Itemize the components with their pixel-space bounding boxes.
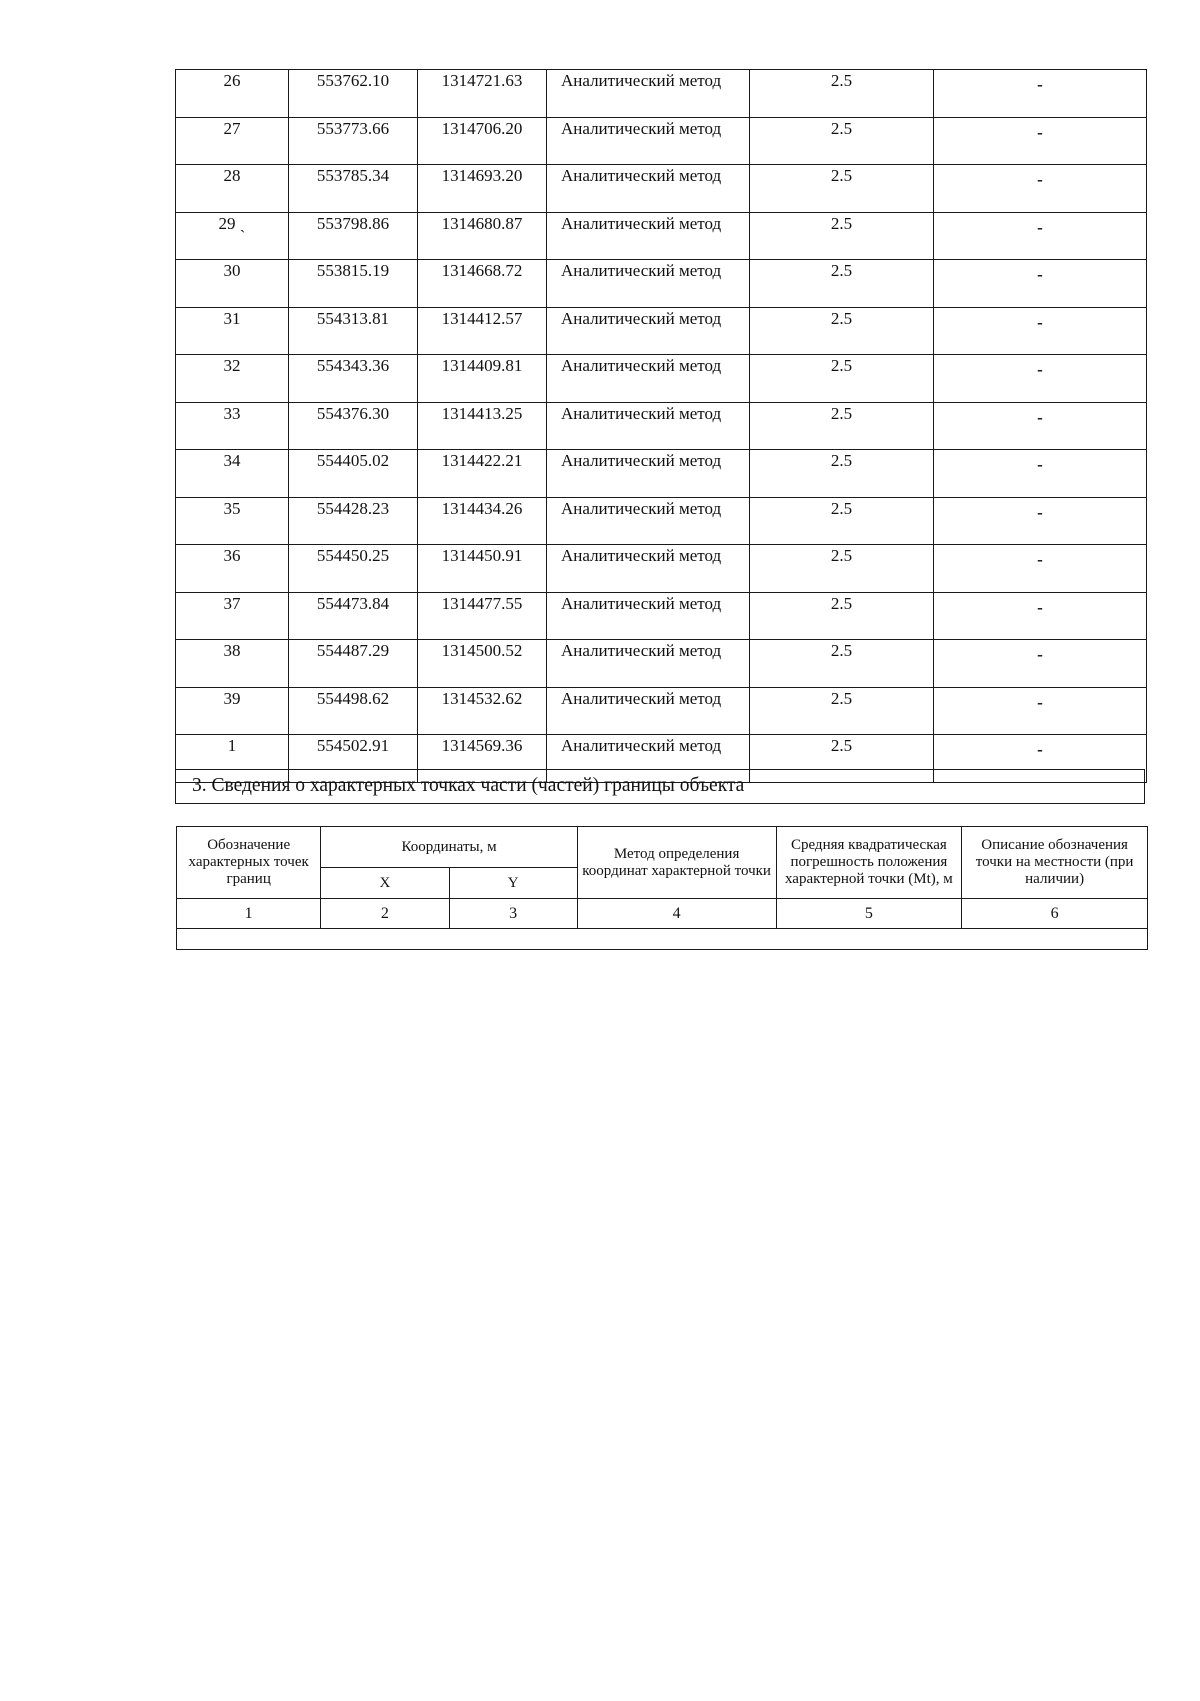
description-text: -	[1037, 740, 1043, 759]
part-boundary-points-table	[176, 826, 1148, 950]
description-text: -	[1037, 217, 1043, 237]
coord-y-cell: 1314693.20	[418, 165, 547, 213]
coord-x-cell: 554343.36	[289, 355, 418, 403]
point-number-cell: 28	[176, 165, 289, 213]
method-cell: Аналитический метод	[547, 545, 750, 593]
accuracy-cell: 2.5	[750, 497, 934, 545]
point-number-cell: 36	[176, 545, 289, 593]
description-cell	[934, 212, 1147, 260]
accuracy-cell: 2.5	[750, 117, 934, 165]
header-y: Y	[449, 868, 577, 899]
coord-x-cell: 553773.66	[289, 117, 418, 165]
table-row	[176, 592, 1147, 640]
column-number-1: 1	[177, 899, 321, 929]
coord-y-cell: 1314721.63	[418, 70, 547, 118]
table-row	[176, 640, 1147, 688]
point-number-cell: 33	[176, 402, 289, 450]
accuracy-cell: 2.5	[750, 592, 934, 640]
point-number-cell: 29 ˎ	[176, 212, 289, 260]
description-text: -	[1037, 597, 1043, 617]
coord-y-cell: 1314413.25	[418, 402, 547, 450]
coord-x-cell: 553762.10	[289, 70, 418, 118]
coord-x-cell: 553798.86	[289, 212, 418, 260]
column-number-2: 2	[321, 899, 449, 929]
accuracy-cell: 2.5	[750, 165, 934, 213]
column-number-3: 3	[449, 899, 577, 929]
coord-x-cell: 554313.81	[289, 307, 418, 355]
description-text: -	[1037, 170, 1043, 189]
description-cell	[934, 165, 1147, 213]
accuracy-cell: 2.5	[750, 355, 934, 403]
description-text: -	[1037, 407, 1043, 427]
point-number-cell: 37	[176, 592, 289, 640]
coord-x-cell: 554405.02	[289, 450, 418, 498]
coord-x-cell: 554473.84	[289, 592, 418, 640]
header-method: Метод определения координат характерной точки	[577, 827, 776, 899]
section-3-title-text: 3. Сведения о характерных точках части (частей) границы объекта	[192, 775, 745, 796]
method-cell: Аналитический метод	[547, 640, 750, 688]
method-cell: Аналитический метод	[547, 687, 750, 735]
method-cell: Аналитический метод	[547, 402, 750, 450]
point-number-cell: 39	[176, 687, 289, 735]
description-cell	[934, 545, 1147, 593]
method-cell: Аналитический метод	[547, 355, 750, 403]
description-cell	[934, 402, 1147, 450]
boundary-points-table	[175, 69, 1147, 783]
boundary-points-body	[176, 70, 1147, 783]
point-number-cell: 27	[176, 117, 289, 165]
coord-y-cell: 1314668.72	[418, 260, 547, 308]
accuracy-cell: 2.5	[750, 70, 934, 118]
description-cell	[934, 687, 1147, 735]
table-row	[176, 307, 1147, 355]
method-cell: Аналитический метод	[547, 497, 750, 545]
table-row	[176, 497, 1147, 545]
method-cell: Аналитический метод	[547, 450, 750, 498]
description-cell	[934, 450, 1147, 498]
point-number-cell: 1	[176, 735, 289, 783]
point-number-cell: 34	[176, 450, 289, 498]
header-accuracy: Средняя квадратическая погрешность положения характерной точки (Mt), м	[776, 827, 962, 899]
coord-x-cell: 554376.30	[289, 402, 418, 450]
table-row	[176, 260, 1147, 308]
method-cell: Аналитический метод	[547, 307, 750, 355]
description-text: -	[1037, 455, 1043, 474]
coord-x-cell: 553815.19	[289, 260, 418, 308]
description-text: -	[1037, 312, 1043, 332]
table-row	[176, 117, 1147, 165]
point-number-cell: 31	[176, 307, 289, 355]
description-cell	[934, 260, 1147, 308]
empty-data-row	[177, 929, 1148, 950]
coord-y-cell: 1314706.20	[418, 117, 547, 165]
coord-y-cell: 1314412.57	[418, 307, 547, 355]
table-row	[176, 212, 1147, 260]
accuracy-cell: 2.5	[750, 307, 934, 355]
description-text: -	[1037, 360, 1043, 379]
method-cell: Аналитический метод	[547, 592, 750, 640]
accuracy-cell: 2.5	[750, 640, 934, 688]
table-row	[176, 165, 1147, 213]
coord-y-cell: 1314500.52	[418, 640, 547, 688]
table-row	[176, 687, 1147, 735]
table-row	[176, 70, 1147, 118]
description-text: -	[1037, 692, 1043, 712]
method-cell: Аналитический метод	[547, 165, 750, 213]
coord-x-cell: 554428.23	[289, 497, 418, 545]
column-number-4: 4	[577, 899, 776, 929]
description-text: -	[1037, 75, 1043, 94]
method-cell: Аналитический метод	[547, 260, 750, 308]
header-description: Описание обозначения точки на местности (при наличии)	[962, 827, 1148, 899]
accuracy-cell: 2.5	[750, 260, 934, 308]
coord-x-cell: 554502.91	[289, 735, 418, 783]
coord-y-cell: 1314434.26	[418, 497, 547, 545]
section-3-title	[175, 769, 1145, 804]
accuracy-cell: 2.5	[750, 545, 934, 593]
coord-y-cell: 1314409.81	[418, 355, 547, 403]
coord-y-cell: 1314422.21	[418, 450, 547, 498]
table-row	[176, 545, 1147, 593]
method-cell: Аналитический метод	[547, 70, 750, 118]
coord-y-cell: 1314532.62	[418, 687, 547, 735]
description-cell	[934, 70, 1147, 118]
description-text: -	[1037, 645, 1043, 664]
coord-x-cell: 553785.34	[289, 165, 418, 213]
description-cell	[934, 592, 1147, 640]
table-row	[176, 450, 1147, 498]
point-number-cell: 38	[176, 640, 289, 688]
coord-y-cell: 1314450.91	[418, 545, 547, 593]
accuracy-cell: 2.5	[750, 450, 934, 498]
column-number-5: 5	[776, 899, 962, 929]
accuracy-cell: 2.5	[750, 402, 934, 450]
header-coordinates: Координаты, м	[321, 827, 577, 868]
coord-y-cell: 1314477.55	[418, 592, 547, 640]
description-cell	[934, 355, 1147, 403]
table-row	[176, 402, 1147, 450]
coord-x-cell: 554487.29	[289, 640, 418, 688]
accuracy-cell: 2.5	[750, 735, 934, 783]
accuracy-cell: 2.5	[750, 687, 934, 735]
accuracy-cell: 2.5	[750, 212, 934, 260]
description-cell	[934, 497, 1147, 545]
header-x: X	[321, 868, 449, 899]
coord-y-cell: 1314680.87	[418, 212, 547, 260]
description-cell	[934, 117, 1147, 165]
description-text: -	[1037, 265, 1043, 284]
point-number-cell: 32	[176, 355, 289, 403]
table-row	[176, 355, 1147, 403]
column-number-6: 6	[962, 899, 1148, 929]
method-cell: Аналитический метод	[547, 735, 750, 783]
method-cell: Аналитический метод	[547, 212, 750, 260]
coord-y-cell: 1314569.36	[418, 735, 547, 783]
coord-x-cell: 554498.62	[289, 687, 418, 735]
description-text: -	[1037, 550, 1043, 569]
point-number-cell: 30	[176, 260, 289, 308]
description-text: -	[1037, 122, 1043, 142]
description-cell	[934, 640, 1147, 688]
header-designation: Обозначение характерных точек границ	[177, 827, 321, 899]
point-number-cell: 35	[176, 497, 289, 545]
coord-x-cell: 554450.25	[289, 545, 418, 593]
description-text: -	[1037, 502, 1043, 522]
point-number-cell: 26	[176, 70, 289, 118]
method-cell: Аналитический метод	[547, 117, 750, 165]
description-cell	[934, 307, 1147, 355]
